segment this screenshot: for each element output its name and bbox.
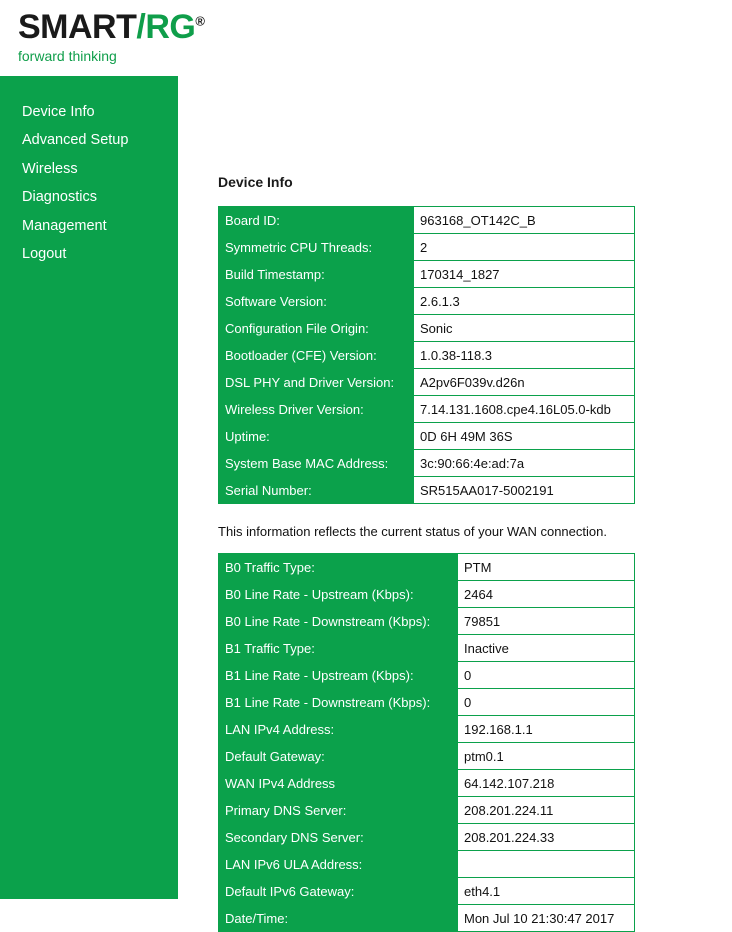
sidebar [0,76,178,899]
table-row [219,288,635,315]
table-row [219,878,635,905]
row-label: B0 Traffic Type: [219,554,458,581]
sidebar-item-device-info[interactable]: Device Info [22,104,95,120]
row-label: Software Version: [219,288,414,315]
row-value: 0 [458,662,635,689]
table-row [219,689,635,716]
table-row [219,554,635,581]
row-label: LAN IPv6 ULA Address: [219,851,458,878]
sidebar-item-management[interactable]: Management [22,217,107,234]
row-value: A2pv6F039v.d26n [414,369,635,396]
row-value: 208.201.224.11 [458,797,635,824]
row-label: Date/Time: [219,905,458,932]
row-label: Bootloader (CFE) Version: [219,342,414,369]
row-value [458,851,635,878]
row-label: Default IPv6 Gateway: [219,878,458,905]
row-value: 1.0.38-118.3 [414,342,635,369]
table-row [219,477,635,504]
row-label: Secondary DNS Server: [219,824,458,851]
row-value: 79851 [458,608,635,635]
table-row [219,315,635,342]
row-label: Symmetric CPU Threads: [219,234,414,261]
row-value: 0 [458,689,635,716]
main-content [178,76,732,932]
page-title: Device Info [218,174,293,190]
brand-logo-smart: SMART [18,8,137,46]
row-value: 2464 [458,581,635,608]
brand-logo [18,10,732,46]
row-value: 170314_1827 [414,261,635,288]
sidebar-item-diagnostics[interactable]: Diagnostics [22,189,97,206]
table-row [219,342,635,369]
row-label: Wireless Driver Version: [219,396,414,423]
device-info-table [218,206,635,504]
table-row [219,207,635,234]
table-row [219,662,635,689]
table-row [219,824,635,851]
row-label: System Base MAC Address: [219,450,414,477]
table-row [219,261,635,288]
row-label: B1 Line Rate - Downstream (Kbps): [219,689,458,716]
row-label: Board ID: [219,207,414,234]
wan-status-note: This information reflects the current status of your WAN connection. [218,524,607,539]
brand-logo-rg: /RG [136,8,196,46]
table-row [219,396,635,423]
row-value: 2 [414,234,635,261]
table-row [219,369,635,396]
row-label: B0 Line Rate - Upstream (Kbps): [219,581,458,608]
table-row [219,608,635,635]
row-value: 192.168.1.1 [458,716,635,743]
row-label: B1 Line Rate - Upstream (Kbps): [219,662,458,689]
row-label: B1 Traffic Type: [219,635,458,662]
row-label: DSL PHY and Driver Version: [219,369,414,396]
table-row [219,770,635,797]
row-value: SR515AA017-5002191 [414,477,635,504]
row-value: 64.142.107.218 [458,770,635,797]
row-value: ptm0.1 [458,743,635,770]
row-value: Mon Jul 10 21:30:47 2017 [458,905,635,932]
row-value: eth4.1 [458,878,635,905]
row-label: WAN IPv4 Address [219,770,458,797]
sidebar-item-advanced-setup[interactable]: Advanced Setup [22,132,129,149]
table-row [219,797,635,824]
table-row [219,905,635,932]
row-label: Build Timestamp: [219,261,414,288]
row-label: Default Gateway: [219,743,458,770]
row-label: Configuration File Origin: [219,315,414,342]
row-value: 208.201.224.33 [458,824,635,851]
row-label: LAN IPv4 Address: [219,716,458,743]
table-row [219,581,635,608]
row-value: 3c:90:66:4e:ad:7a [414,450,635,477]
row-label: Primary DNS Server: [219,797,458,824]
table-row [219,234,635,261]
row-label: B0 Line Rate - Downstream (Kbps): [219,608,458,635]
row-value: Inactive [458,635,635,662]
brand-tagline: forward thinking [18,47,117,64]
row-label: Serial Number: [219,477,414,504]
page-layout [0,76,732,932]
sidebar-item-logout[interactable]: Logout [22,246,67,263]
registered-mark: ® [195,13,205,29]
row-value: 0D 6H 49M 36S [414,423,635,450]
table-row [219,423,635,450]
wan-info-table [218,553,635,932]
row-value: Sonic [414,315,635,342]
row-value: 7.14.131.1608.cpe4.16L05.0-kdb [414,396,635,423]
row-label: Uptime: [219,423,414,450]
sidebar-item-wireless[interactable]: Wireless [22,160,78,177]
row-value: 963168_OT142C_B [414,207,635,234]
table-row [219,716,635,743]
table-row [219,635,635,662]
table-row [219,851,635,878]
row-value: 2.6.1.3 [414,288,635,315]
row-value: PTM [458,554,635,581]
brand-header [0,0,732,76]
table-row [219,450,635,477]
table-row [219,743,635,770]
